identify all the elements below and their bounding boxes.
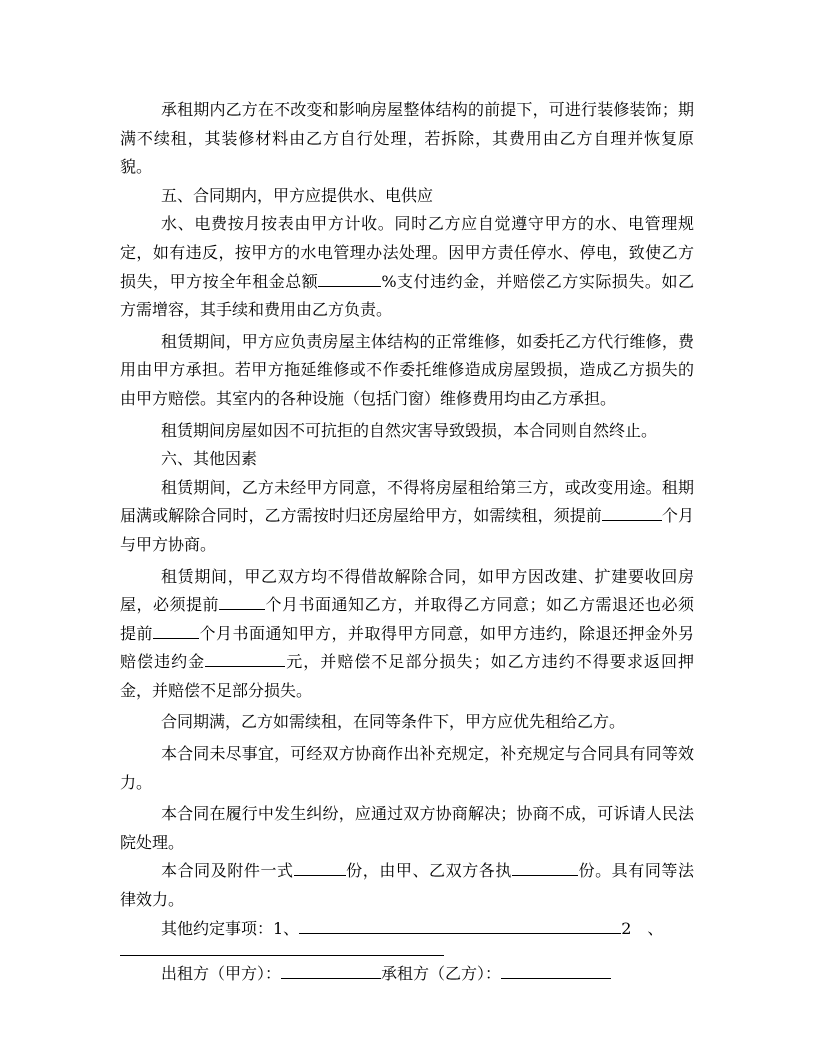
text: 元，并赔偿不足部分损失；如乙方违约不得要求返回押金，并赔偿不足部分损失。 (120, 652, 694, 700)
signature-row (120, 960, 694, 989)
blank-field[interactable] (318, 272, 381, 287)
text: 水、电费按月按表由甲方计收。同时乙方应自觉遵守甲方的水、电管理规定，如有违反，按甲方的水电管理办法处理。因甲方责任停水、停电，致使乙方损失，甲方按全年租金总额 (120, 214, 694, 291)
blank-field[interactable] (153, 624, 199, 639)
paragraph-dispute: 本合同在履行中发生纠纷，应通过双方协商解决；协商不成，可诉请人民法院处理。 (120, 804, 694, 852)
paragraph-sublet (120, 474, 694, 560)
paragraph-maintenance: 租赁期间，甲方应负责房屋主体结构的正常维修，如委托乙方代行维修，费用由甲方承担。若甲方拖延维修或不作委托维修造成房屋毁损，造成乙方损失的由甲方赔偿。其室内的各种设施（包括门窗）维修费用均由乙方承担。 (120, 331, 694, 408)
blank-field[interactable] (205, 652, 285, 667)
text: 个月与甲方协商。 (120, 506, 694, 554)
text: 份。具有同等法律效力。 (120, 861, 694, 910)
lessee-label: 承租方（乙方）： (381, 964, 502, 984)
text: %支付违约金，并赔偿乙方实际损失。如乙方需增容，其手续和费用由乙方负责。 (120, 271, 694, 320)
paragraph-supplement: 本合同未尽事宜，可经双方协商作出补充规定，补充规定与合同具有同等效力。 (120, 744, 694, 792)
text: 其他约定事项：1、 (161, 918, 300, 938)
paragraph-renovation: 承租期内乙方在不改变和影响房屋整体结构的前提下，可进行装修装饰；期满不续租，其装修材料由乙方自行处理，若拆除，其费用由乙方自理并恢复原貌。 (120, 100, 694, 177)
text: 2 、 (621, 918, 664, 938)
text: 本合同及附件一式 (161, 861, 294, 881)
text: 个月书面通知甲方，并取得甲方同意，如甲方违约，除退还押金外另赔偿违约金 (120, 623, 694, 672)
blank-line[interactable] (120, 943, 444, 956)
lessor-label: 出租方（甲方）： (161, 964, 282, 984)
paragraph-utilities (120, 210, 694, 324)
lessee-signature-field[interactable] (501, 964, 611, 979)
section-heading-6: 六、其他因素 (161, 449, 258, 469)
text: 个月书面通知乙方，并取得乙方同意；如乙方需退还也必须提前 (120, 595, 694, 643)
lessor-signature-field[interactable] (281, 964, 381, 979)
paragraph-disaster: 租赁期间房屋如因不可抗拒的自然灾害导致毁损，本合同则自然终止。 (161, 420, 658, 440)
blank-field[interactable] (602, 506, 662, 521)
blank-field[interactable] (512, 861, 578, 876)
paragraph-copies (120, 857, 694, 914)
paragraph-renewal: 合同期满，乙方如需续租，在同等条件下，甲方应优先租给乙方。 (161, 712, 626, 732)
blank-field[interactable] (299, 919, 621, 934)
text: 租赁期间，甲乙双方均不得借故解除合同，如甲方因改建、扩建要收回房屋，必须提前 (120, 566, 694, 615)
blank-field[interactable] (219, 595, 265, 610)
blank-field[interactable] (294, 861, 346, 876)
paragraph-termination (120, 563, 694, 706)
contract-page (120, 96, 694, 989)
section-heading-5: 五、合同期内，甲方应提供水、电供应 (161, 185, 434, 205)
text: 份，由甲、乙双方各执 (345, 861, 512, 881)
text: 租赁期间，乙方未经甲方同意，不得将房屋租给第三方，或改变用途。租期届满或解除合同时，乙方需按时归还房屋给甲方，如需续租，须提前 (120, 477, 694, 526)
paragraph-other-terms (120, 915, 694, 944)
